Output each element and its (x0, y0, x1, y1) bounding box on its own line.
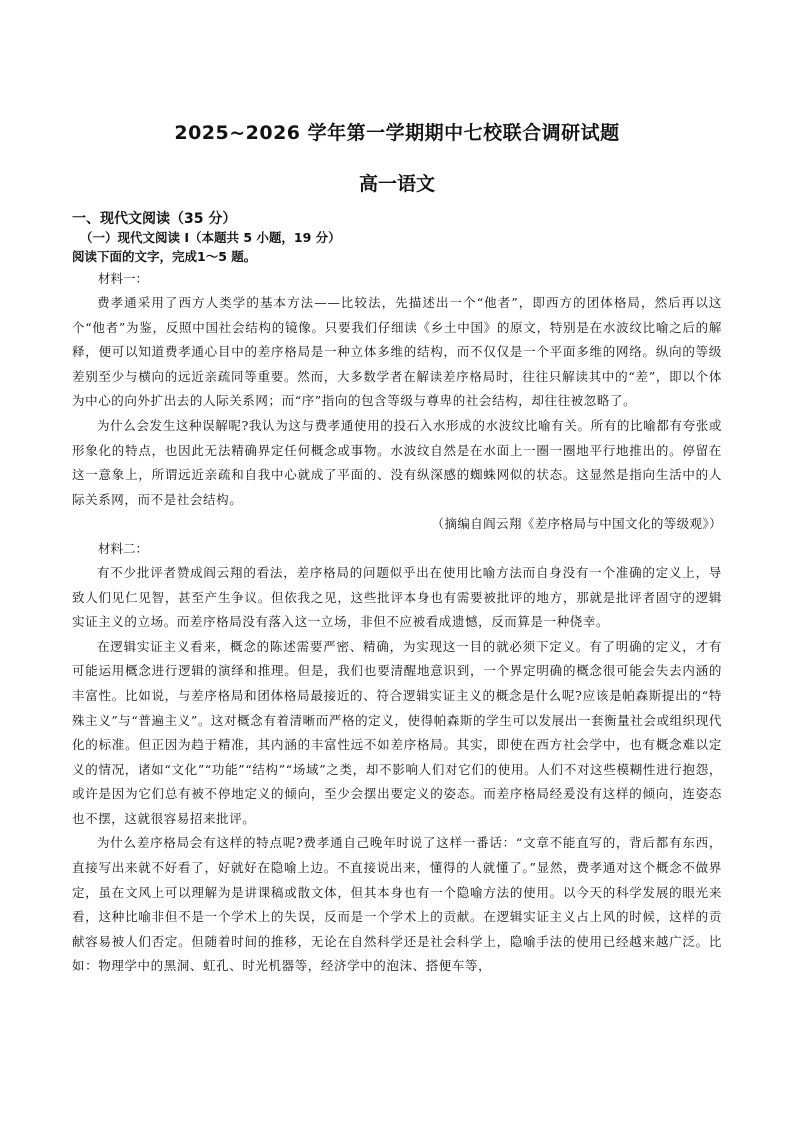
subject-title: 高一语文 (358, 173, 435, 195)
material-two-paragraph: 有不少批评者赞成阎云翔的看法，差序格局的问题似乎出在使用比喻方法而自身没有一个准确的定义上，导致人们见仁见智，甚至产生争议。但依我之见，这些批评本身也有需要被批评的地方，那就是批评者固守的逻辑实证主义的立场。而差序格局没有落入这一立场，非但不应被看成遗憾，反而算是一种侥幸。 (72, 564, 722, 630)
material-one-label: 材料一： (98, 271, 149, 286)
material-one-paragraph: 为什么会发生这种误解呢?我认为这与费孝通使用的投石入水形成的水波纹比喻有关。所有的比喻都有夸张或形象化的特点，也因此无法精确界定任何概念或事物。水波纹自然是在水面上一圈一圈地平行地推出的。停留在这一意象上，所谓远近亲疏和自我中心就成了平面的、没有纵深感的蜘蛛网似的状态。这显然是指向生活中的人际关系网，而不是社会结构。 (72, 417, 722, 507)
exam-title: 2025~2026 学年第一学期期中七校联合调研试题 (174, 122, 620, 144)
part-heading: （一）现代文阅读 I（本题共 5 小题，19 分） (80, 230, 341, 245)
material-two-paragraph: 为什么差序格局会有这样的特点呢?费孝通自己晚年时说了这样一番话：“文章不能直写的，背后都有东西，直接写出来就不好看了，好就好在隐喻上边。不直接说出来，懂得的人就懂了。”显然，费孝通对这个概念不做界定，虽在文风上可以理解为是讲课稿或散文体，但其本身也有一个隐喻方法的使用。以今天的科学发展的眼光来看，这种比喻非但不是一个学术上的失误，反而是一个学术上的贡献。在逻辑实证主义占上风的时候，这样的贡献容易被人们否定。但随着时间的推移，无论在自然科学还是社会科学上，隐喻手法的使用已经越来越广泛。比如：物理学中的黑洞、虹孔、时光机器等，经济学中的泡沫、搭便车等， (72, 835, 722, 974)
material-one-paragraph: 费孝通采用了西方人类学的基本方法——比较法，先描述出一个“他者”，即西方的团体格局，然后再以这个“他者”为鉴，反照中国社会结构的镜像。只要我们仔细读《乡土中国》的原文，特别是在水波纹比喻之后的解释，便可以知道费孝通心目中的差序格局是一种立体多维的结构，而不仅仅是一个平面多维的网络。纵向的等级差别至少与横向的远近亲疏同等重要。然而，大多数学者在解读差序格局时，往往只解读其中的“差”，即以个体为中心的向外扩出去的人际关系网；而“序”指向的包含等级与尊卑的社会结构，却往往被忽略了。 (72, 295, 722, 409)
material-two-label: 材料二： (98, 540, 149, 556)
reading-instruction: 阅读下面的文字，完成1～5 题。 (72, 249, 257, 264)
material-one-source: （摘编自阎云翔《差序格局与中国文化的等级观》） (431, 516, 722, 532)
material-two-paragraph: 在逻辑实证主义看来，概念的陈述需要严密、精确，为实现这一目的就必须下定义。有了明确的定义，才有可能运用概念进行逻辑的演绎和推理。但是，我们也要清醒地意识到，一个界定明确的概念很可能会失去内涵的丰富性。比如说，与差序格局和团体格局最接近的、符合逻辑实证主义的概念是什么呢?应该是帕森斯提出的“特殊主义”与“普遍主义”。这对概念有着清晰而严格的定义，使得帕森斯的学生可以发展出一套衡量社会或组织现代化的标准。但正因为趋于精准，其内涵的丰富性远不如差序格局。其实，即使在西方社会学中，也有概念难以定义的情况，诸如“文化”“功能”“结构”“场域”之类，却不影响人们对它们的使用。人们不对这些模糊性进行抱怨，或许是因为它们总有被不停地定义的倾向，至少会摆出要定义的姿态。而差序格局经爰没有这样的倾向，连姿态也不摆，这就很容易招来批评。 (72, 638, 722, 826)
section-heading: 一、现代文阅读（35 分） (72, 211, 237, 227)
